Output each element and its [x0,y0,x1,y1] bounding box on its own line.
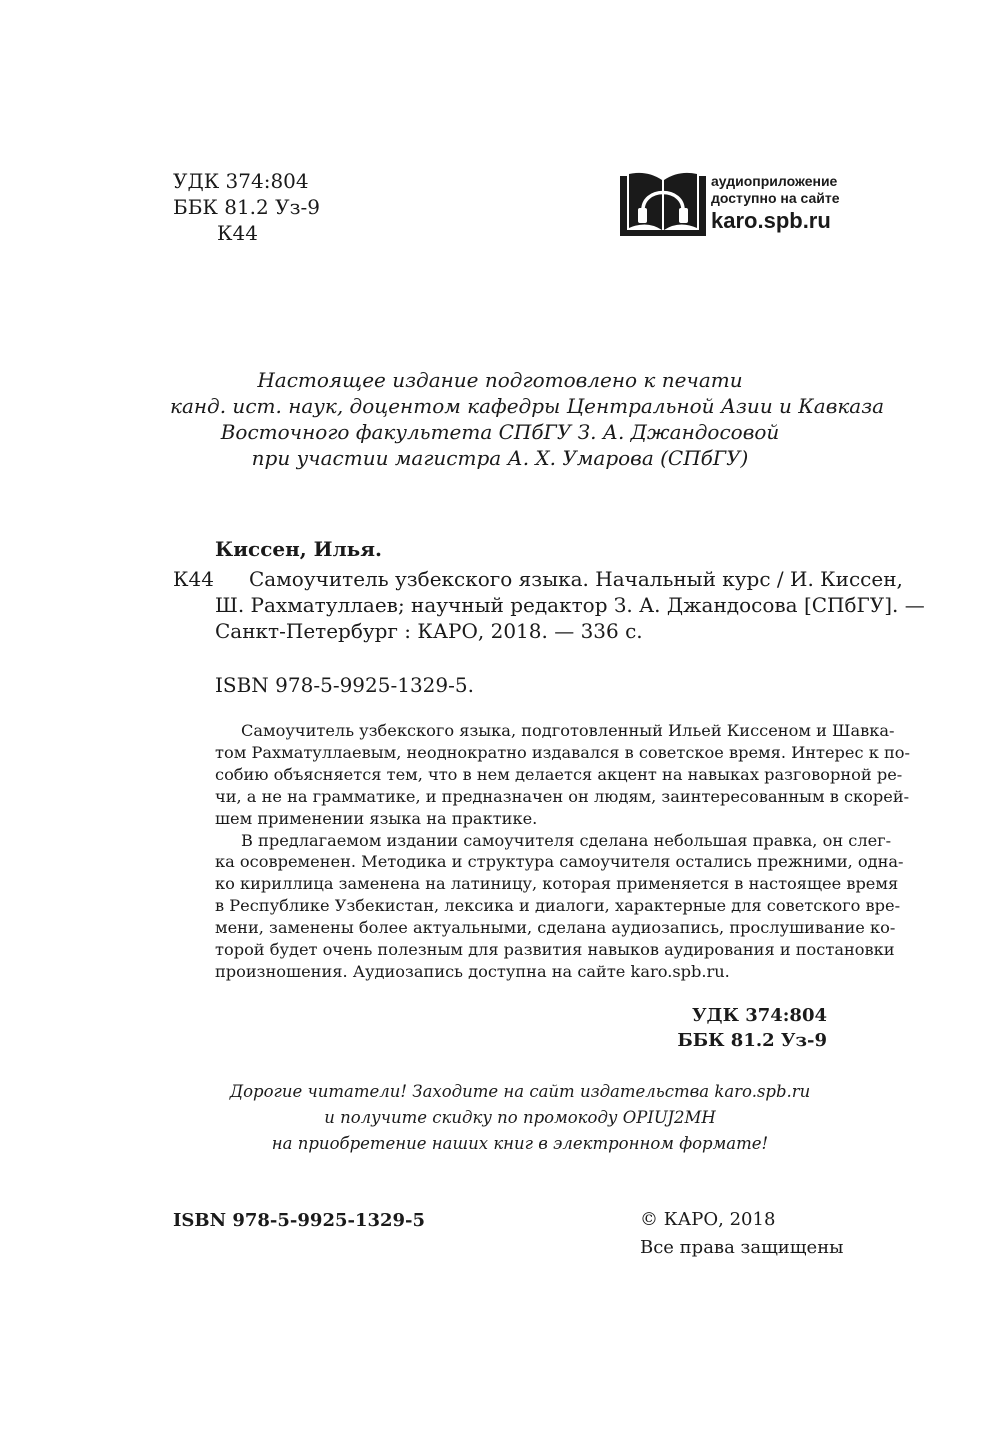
promo-line: и получите скидку по промокоду OPIUJ2MH [324,1108,716,1127]
entry-line: Санкт-Петербург : КАРО, 2018. — 336 с. [215,619,643,643]
promo-line: на приобретение наших книг в электронном формате! [271,1134,769,1153]
entry-line: Самоучитель узбекского языка. Начальный курс / И. Киссен, [249,567,903,591]
isbn-footer: ISBN 978-5-9925-1329-5 [173,1210,426,1231]
bbk-code-bottom: ББК 81.2 Уз-9 [677,1030,827,1051]
annotation-line: Самоучитель узбекского языка, подготовленный Ильей Киссеном и Шавка- [241,721,895,740]
copyright-block [640,1206,844,1262]
logo-site: karo.spb.ru [711,208,831,233]
bbk-code: ББК 81.2 Уз-9 [173,195,320,219]
classification-bottom [677,1003,827,1053]
record-code: К44 [173,567,214,591]
annotation-line: собию объясняется тем, что в нем делается акцент на навыках разговорной ре- [215,764,903,784]
entry-line: Ш. Рахматуллаев; научный редактор З. А. Джандосова [СПбГУ]. — [215,593,925,617]
book-headphones-icon [619,170,707,240]
copyright: © КАРО, 2018 [640,1209,776,1230]
annotation-line: том Рахматуллаевым, неоднократно издавался в советское время. Интерес к по- [215,742,910,762]
annotation-line: ко кириллица заменена на латиницу, которая применяется в настоящее время [215,874,899,894]
promo-line: Дорогие читатели! Заходите на сайт издательства karo.spb.ru [229,1082,811,1101]
annotation-line: шем применении языка на практике. [215,808,538,828]
preparation-note [170,367,885,471]
annotation-line: чи, а не на грамматике, и предназначен он людям, заинтересованным в скорей- [215,786,910,806]
udk-code: УДК 374:804 [173,169,309,193]
annotation-line: произношения. Аудиозапись доступна на сайте karo.spb.ru. [215,961,730,981]
prep-line: Восточного факультета СПбГУ З. А. Джандосовой [220,420,780,444]
author-heading: Киссен, Илья. [215,537,382,561]
annotation-line: торой будет очень полезным для развития навыков аудирования и постановки [215,940,895,960]
audio-logo [619,170,840,240]
annotation-line: В предлагаемом издании самоучителя сделана небольшая правка, он слег- [241,830,892,850]
prep-line: канд. ист. наук, доцентом кафедры Центральной Азии и Кавказа [170,394,885,418]
annotation-line: в Республике Узбекистан, лексика и диалоги, характерные для советского вре- [215,896,901,916]
record-entry [215,566,925,644]
prep-line: при участии магистра А. Х. Умарова (СПбГУ) [251,446,749,470]
author-mark: К44 [217,221,258,245]
annotation-line: мени, заменены более актуальными, сделана аудиозапись, прослушивание ко- [215,918,896,938]
record-isbn: ISBN 978-5-9925-1329-5. [215,673,474,697]
prep-line: Настоящее издание подготовлено к печати [257,368,743,392]
classification-block [173,168,320,246]
promo-note [170,1079,870,1157]
udk-code-bottom: УДК 374:804 [691,1005,827,1026]
logo-line-1: аудиоприложение [711,173,838,189]
logo-line-2: доступно на сайте [711,190,840,206]
annotation-line: ка осовременен. Методика и структура самоучителя остались прежними, одна- [215,852,904,872]
rights-reserved: Все права защищены [640,1237,844,1258]
annotation [215,720,910,983]
